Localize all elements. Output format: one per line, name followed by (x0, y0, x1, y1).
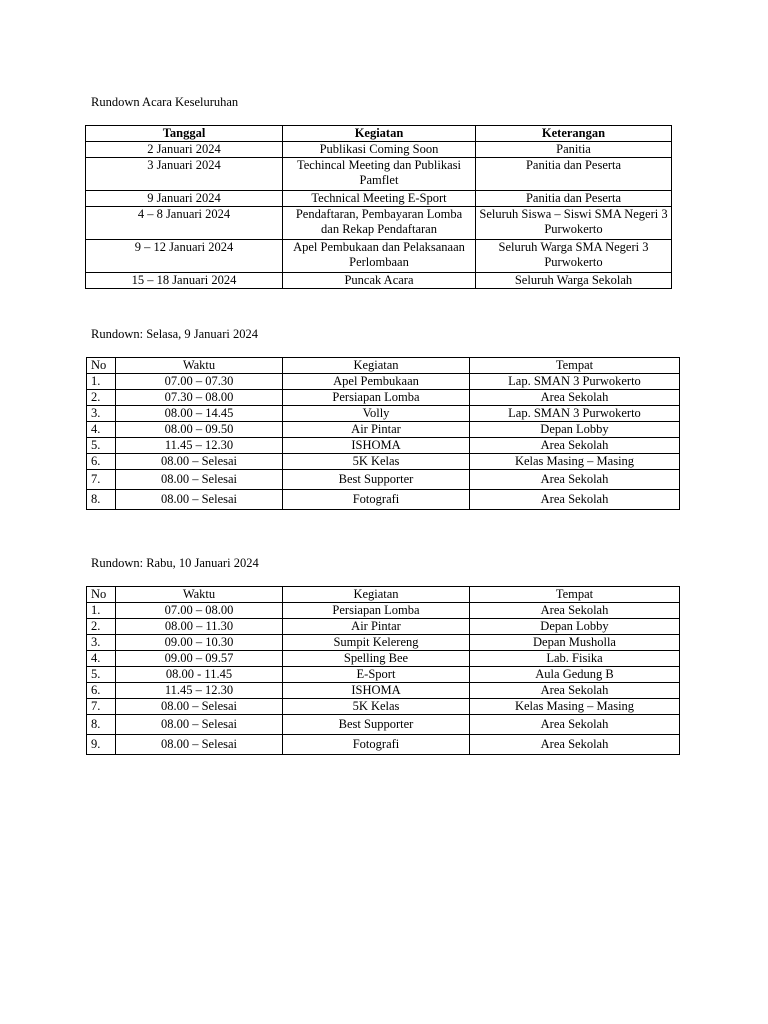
activity-cell: Volly (283, 406, 470, 422)
column-header: Tempat (470, 358, 680, 374)
place-cell: Area Sekolah (470, 470, 680, 490)
table-row (86, 158, 672, 191)
column-header: Kegiatan (283, 587, 470, 603)
column-header: Keterangan (476, 126, 672, 142)
number-cell: 5. (87, 438, 116, 454)
table-row (86, 207, 672, 240)
wednesday-rundown-table (86, 586, 680, 755)
activity-cell: Best Supporter (283, 715, 470, 735)
place-cell: Lap. SMAN 3 Purwokerto (470, 406, 680, 422)
activity-cell: Techincal Meeting dan Publikasi Pamflet (283, 158, 476, 191)
place-cell: Kelas Masing – Masing (470, 454, 680, 470)
activity-cell: Pendaftaran, Pembayaran Lomba dan Rekap Pendaftaran (283, 207, 476, 240)
column-header: Waktu (116, 358, 283, 374)
table-row (87, 406, 680, 422)
table-row (87, 619, 680, 635)
activity-cell: Technical Meeting E-Sport (283, 191, 476, 207)
table-header-row (87, 587, 680, 603)
number-cell: 2. (87, 390, 116, 406)
activity-cell: Fotografi (283, 490, 470, 510)
table-row (87, 374, 680, 390)
table-row (87, 667, 680, 683)
activity-cell: Sumpit Kelereng (283, 635, 470, 651)
date-cell: 9 Januari 2024 (86, 191, 283, 207)
time-cell: 08.00 – 09.50 (116, 422, 283, 438)
table-row (87, 438, 680, 454)
column-header: Kegiatan (283, 358, 470, 374)
date-cell: 3 Januari 2024 (86, 158, 283, 191)
time-cell: 08.00 – 11.30 (116, 619, 283, 635)
activity-cell: Persiapan Lomba (283, 390, 470, 406)
activity-cell: Apel Pembukaan (283, 374, 470, 390)
table-row (87, 470, 680, 490)
activity-cell: Spelling Bee (283, 651, 470, 667)
time-cell: 09.00 – 09.57 (116, 651, 283, 667)
time-cell: 11.45 – 12.30 (116, 683, 283, 699)
number-cell: 2. (87, 619, 116, 635)
table-row (87, 490, 680, 510)
place-cell: Depan Musholla (470, 635, 680, 651)
table-row (86, 240, 672, 273)
table-row (87, 422, 680, 438)
number-cell: 6. (87, 683, 116, 699)
column-header: No (87, 358, 116, 374)
number-cell: 9. (87, 735, 116, 755)
number-cell: 1. (87, 603, 116, 619)
wednesday-rundown-title: Rundown: Rabu, 10 Januari 2024 (91, 556, 259, 570)
column-header: Tempat (470, 587, 680, 603)
place-cell: Kelas Masing – Masing (470, 699, 680, 715)
note-cell: Panitia dan Peserta (476, 191, 672, 207)
time-cell: 07.30 – 08.00 (116, 390, 283, 406)
time-cell: 08.00 – Selesai (116, 490, 283, 510)
place-cell: Area Sekolah (470, 438, 680, 454)
place-cell: Area Sekolah (470, 715, 680, 735)
note-cell: Panitia dan Peserta (476, 158, 672, 191)
place-cell: Depan Lobby (470, 422, 680, 438)
activity-cell: Persiapan Lomba (283, 603, 470, 619)
tuesday-rundown-title: Rundown: Selasa, 9 Januari 2024 (91, 327, 258, 341)
place-cell: Aula Gedung B (470, 667, 680, 683)
activity-cell: Air Pintar (283, 619, 470, 635)
place-cell: Area Sekolah (470, 490, 680, 510)
note-cell: Seluruh Warga SMA Negeri 3 Purwokerto (476, 240, 672, 273)
time-cell: 08.00 – Selesai (116, 715, 283, 735)
number-cell: 4. (87, 422, 116, 438)
number-cell: 8. (87, 715, 116, 735)
table-row (87, 715, 680, 735)
table-row (87, 603, 680, 619)
number-cell: 7. (87, 699, 116, 715)
table-row (87, 699, 680, 715)
place-cell: Depan Lobby (470, 619, 680, 635)
activity-cell: Publikasi Coming Soon (283, 142, 476, 158)
activity-cell: Fotografi (283, 735, 470, 755)
activity-cell: 5K Kelas (283, 454, 470, 470)
place-cell: Lap. SMAN 3 Purwokerto (470, 374, 680, 390)
time-cell: 08.00 – 14.45 (116, 406, 283, 422)
number-cell: 4. (87, 651, 116, 667)
tuesday-rundown-table (86, 357, 680, 510)
activity-cell: Apel Pembukaan dan Pelaksanaan Perlombaan (283, 240, 476, 273)
note-cell: Seluruh Warga Sekolah (476, 273, 672, 289)
activity-cell: Puncak Acara (283, 273, 476, 289)
place-cell: Lab. Fisika (470, 651, 680, 667)
note-cell: Panitia (476, 142, 672, 158)
number-cell: 3. (87, 406, 116, 422)
table-row (86, 273, 672, 289)
date-cell: 4 – 8 Januari 2024 (86, 207, 283, 240)
table-row (86, 142, 672, 158)
time-cell: 09.00 – 10.30 (116, 635, 283, 651)
activity-cell: ISHOMA (283, 683, 470, 699)
table-header-row (87, 358, 680, 374)
table-row (87, 683, 680, 699)
activity-cell: ISHOMA (283, 438, 470, 454)
overall-rundown-table (85, 125, 672, 289)
activity-cell: Air Pintar (283, 422, 470, 438)
number-cell: 5. (87, 667, 116, 683)
table-row (87, 635, 680, 651)
table-row (87, 390, 680, 406)
place-cell: Area Sekolah (470, 683, 680, 699)
table-row (87, 651, 680, 667)
date-cell: 9 – 12 Januari 2024 (86, 240, 283, 273)
number-cell: 6. (87, 454, 116, 470)
activity-cell: 5K Kelas (283, 699, 470, 715)
column-header: Tanggal (86, 126, 283, 142)
number-cell: 7. (87, 470, 116, 490)
activity-cell: Best Supporter (283, 470, 470, 490)
number-cell: 8. (87, 490, 116, 510)
column-header: No (87, 587, 116, 603)
date-cell: 15 – 18 Januari 2024 (86, 273, 283, 289)
table-row (87, 735, 680, 755)
time-cell: 07.00 – 07.30 (116, 374, 283, 390)
column-header: Waktu (116, 587, 283, 603)
time-cell: 08.00 - 11.45 (116, 667, 283, 683)
time-cell: 07.00 – 08.00 (116, 603, 283, 619)
place-cell: Area Sekolah (470, 390, 680, 406)
time-cell: 08.00 – Selesai (116, 735, 283, 755)
time-cell: 08.00 – Selesai (116, 454, 283, 470)
number-cell: 3. (87, 635, 116, 651)
column-header: Kegiatan (283, 126, 476, 142)
number-cell: 1. (87, 374, 116, 390)
activity-cell: E-Sport (283, 667, 470, 683)
table-header-row (86, 126, 672, 142)
table-row (87, 454, 680, 470)
time-cell: 08.00 – Selesai (116, 470, 283, 490)
time-cell: 11.45 – 12.30 (116, 438, 283, 454)
time-cell: 08.00 – Selesai (116, 699, 283, 715)
table-row (86, 191, 672, 207)
overall-rundown-title: Rundown Acara Keseluruhan (91, 95, 239, 109)
date-cell: 2 Januari 2024 (86, 142, 283, 158)
note-cell: Seluruh Siswa – Siswi SMA Negeri 3 Purwokerto (476, 207, 672, 240)
place-cell: Area Sekolah (470, 735, 680, 755)
place-cell: Area Sekolah (470, 603, 680, 619)
